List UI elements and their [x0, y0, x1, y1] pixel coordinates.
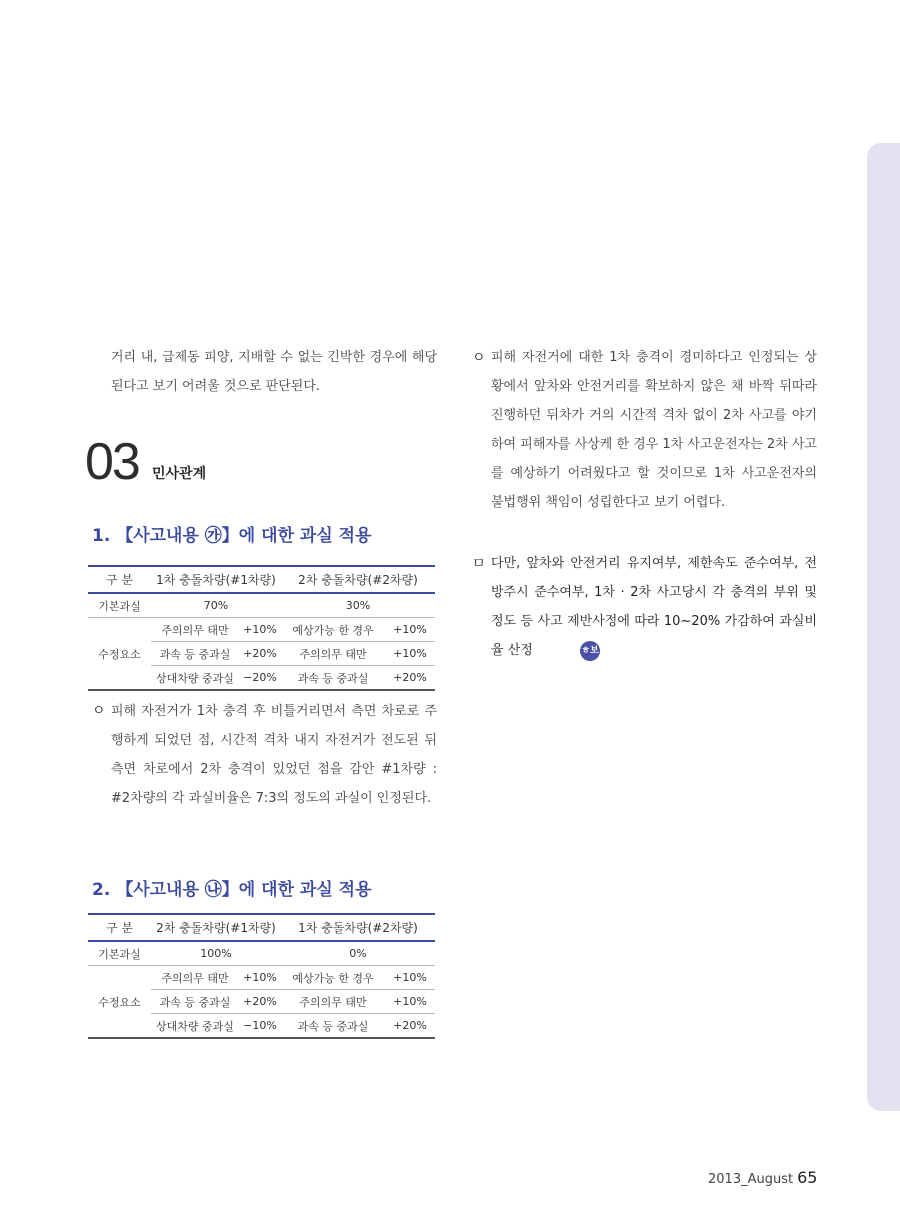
cell-factor: 예상가능 한 경우 — [281, 966, 385, 990]
subsection-2-title: 2. 【사고내용 ㉯】에 대한 과실 적용 — [92, 880, 372, 900]
page-number: 65 — [797, 1168, 818, 1187]
circle-bullet-icon: ㅇ — [92, 703, 106, 719]
cell-factor: 과속 등 중과실 — [151, 642, 239, 666]
table-header-row — [88, 566, 435, 593]
cell-percent: +10% — [385, 642, 435, 666]
header-category: 구 분 — [88, 914, 151, 941]
header-category: 구 분 — [88, 566, 151, 593]
cell-factor: 과속 등 중과실 — [281, 1014, 385, 1039]
cell-percent: +20% — [385, 1014, 435, 1039]
section-number: 03 — [85, 433, 139, 491]
cell-value: 70% — [151, 593, 281, 618]
page-footer — [708, 1168, 817, 1187]
note-2-paragraph: 피해 자전거에 대한 1차 충격이 경미하다고 인정되는 상황에서 앞차와 안전거리를 확보하지 않은 채 바짝 뒤따라 진행하던 뒤차가 거의 시간적 격차 없이 2차 사고를 야기하여 피해자를 사상케 한 경우 1차 사고운전자는 2차 사고를 예상하기 어려웠다고 할 것이므로 1차 사고운전자의 불법행위 책임이 성립한다고 보기 어렵다. — [491, 350, 817, 510]
cell-percent: +10% — [239, 618, 281, 642]
cell-factor: 상대차량 중과실 — [151, 666, 239, 691]
row-label: 기본과실 — [88, 593, 151, 618]
issue-label: 2013_August — [708, 1172, 794, 1187]
cell-factor: 예상가능 한 경우 — [281, 618, 385, 642]
table-row — [88, 618, 435, 642]
header-vehicle-2: 1차 충돌차량(#2차량) — [281, 914, 435, 941]
fault-table-1 — [88, 565, 435, 691]
header-vehicle-1: 2차 충돌차량(#1차량) — [151, 914, 281, 941]
cell-percent: +10% — [239, 966, 281, 990]
cell-percent: +20% — [239, 642, 281, 666]
cell-factor: 주의의무 태만 — [151, 966, 239, 990]
cell-factor: 주의의무 태만 — [151, 618, 239, 642]
reference-badge-icon: ㅎ보 — [580, 641, 600, 661]
section-title: 민사관계 — [152, 466, 207, 482]
cell-value: 100% — [151, 941, 281, 966]
note-3-paragraph: 다만, 앞차와 안전거리 유지여부, 제한속도 준수여부, 전방주시 준수여부, 1차 · 2차 사고당시 각 충격의 부위 및 정도 등 사고 제반사정에 따라 10~20% 가감하여 과실비율 산정 — [491, 556, 817, 658]
header-vehicle-2: 2차 충돌차량(#2차량) — [281, 566, 435, 593]
row-label: 기본과실 — [88, 941, 151, 966]
cell-factor: 과속 등 중과실 — [151, 990, 239, 1014]
cell-factor: 주의의무 태만 — [281, 642, 385, 666]
circle-bullet-icon: ㅇ — [472, 350, 486, 366]
table-header-row — [88, 914, 435, 941]
cell-percent: −20% — [239, 666, 281, 691]
cell-factor: 주의의무 태만 — [281, 990, 385, 1014]
header-vehicle-1: 1차 충돌차량(#1차량) — [151, 566, 281, 593]
cell-percent: +20% — [239, 990, 281, 1014]
row-label: 수정요소 — [88, 618, 151, 691]
cell-factor: 상대차량 중과실 — [151, 1014, 239, 1039]
cell-value: 0% — [281, 941, 435, 966]
row-label: 수정요소 — [88, 966, 151, 1039]
cell-percent: −10% — [239, 1014, 281, 1039]
note-1-paragraph: 피해 자전거가 1차 충격 후 비틀거리면서 측면 차로로 주행하게 되었던 점, 시간적 격차 내지 자전거가 전도된 뒤 측면 차로에서 2차 충격이 있었던 점을 감안 #1차량 : #2차량의 각 과실비율은 7:3의 정도의 과실이 인정된다. — [111, 704, 437, 806]
cell-percent: +20% — [385, 666, 435, 691]
subsection-1-title: 1. 【사고내용 ㉮】에 대한 과실 적용 — [92, 526, 372, 546]
table-row — [88, 941, 435, 966]
table-row — [88, 593, 435, 618]
fault-table-2 — [88, 913, 435, 1039]
cell-percent: +10% — [385, 618, 435, 642]
cell-percent: +10% — [385, 966, 435, 990]
cell-value: 30% — [281, 593, 435, 618]
intro-paragraph: 거리 내, 급제동 피양, 지배할 수 없는 긴박한 경우에 해당된다고 보기 어려울 것으로 판단된다. — [111, 350, 437, 394]
side-tab — [867, 143, 900, 1111]
table-row — [88, 966, 435, 990]
square-bullet-icon: ㅁ — [472, 556, 486, 572]
cell-factor: 과속 등 중과실 — [281, 666, 385, 691]
cell-percent: +10% — [385, 990, 435, 1014]
